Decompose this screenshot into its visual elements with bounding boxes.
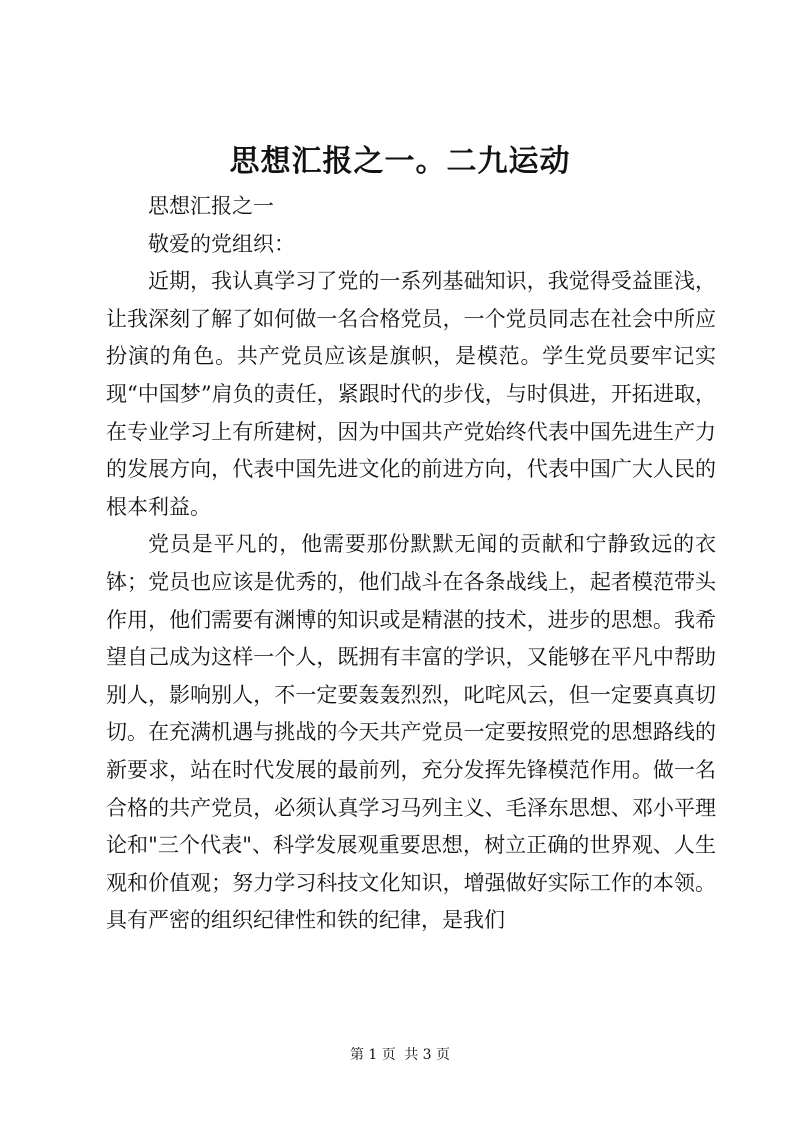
page-total: 共 3 页: [404, 1047, 451, 1063]
page-title: 思想汇报之一。二九运动: [229, 144, 571, 179]
paragraph-body-1: 近期，我认真学习了党的一系列基础知识，我觉得受益匪浅，让我深刻了解了如何做一名合格党员，一个党员同志在社会中所应扮演的角色。共产党员应该是旗帜，是模范。学生党员要牢记实现“中国梦”肩负的责任，紧跟时代的步伐，与时俱进，开拓进取，在专业学习上有所建树，因为中国共产党始终代表中国先进生产力的发展方向，代表中国先进文化的前进方向，代表中国广大人民的根本利益。: [106, 269, 716, 519]
page-number: 第 1 页: [349, 1047, 396, 1063]
paragraph-body-2: 党员是平凡的，他需要那份默默无闻的贡献和宁静致远的衣钵；党员也应该是优秀的，他们战斗在各条战线上，起者模范带头作用，他们需要有渊博的知识或是精湛的技术，进步的思想。我希望自己成为这样一个人，既拥有丰富的学识，又能够在平凡中帮助别人，影响别人，不一定要轰轰烈烈，叱咤风云，但一定要真真切切。在充满机遇与挑战的今天共产党员一定要按照党的思想路线的新要求，站在时代发展的最前列，充分发挥先锋模范作用。做一名合格的共产党员，必须认真学习马列主义、毛泽东思想、邓小平理论和"三个代表"、科学发展观重要思想，树立正确的世界观、人生观和价值观；努力学习科技文化知识，增强做好实际工作的本领。具有严密的组织纪律性和铁的纪律，是我们: [106, 532, 716, 933]
document-body: [106, 188, 716, 940]
page-footer: [0, 1045, 800, 1065]
paragraph-salutation: 敬爱的党组织：: [148, 231, 295, 256]
paragraph-heading-line: 思想汇报之一: [148, 194, 274, 218]
